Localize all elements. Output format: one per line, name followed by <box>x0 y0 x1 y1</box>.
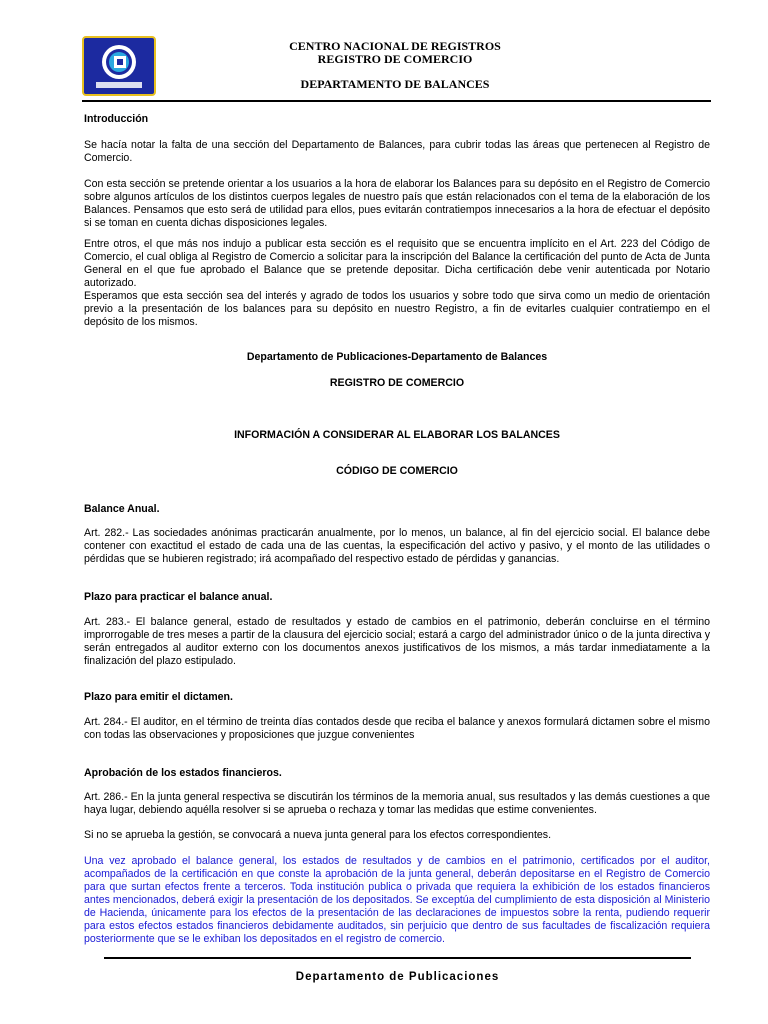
codigo-title: CÓDIGO DE COMERCIO <box>336 465 458 477</box>
intro-paragraph-2: Con esta sección se pretende orientar a los usuarios a la hora de elaborar los Balances para su depósito en el Registro de Comercio sobre algunos artículos de los distintos cuerpos legales de nuestro país que están relacionados con el tema de la elaboración de los Balances. Pensamos que esto será de utilidad para ellos, pues evitarán contratiempos innecesarios a la hora de efectuar el depósito si se toman en cuenta dichas disposiciones legales. <box>84 178 710 229</box>
section-heading-plazo-balance: Plazo para practicar el balance anual. <box>84 591 273 603</box>
header-title: CENTRO NACIONAL DE REGISTROS <box>289 39 501 53</box>
department-title: Departamento de Publicaciones-Departamento de Balances <box>246 351 548 363</box>
section-heading-plazo-dictamen: Plazo para emitir el dictamen. <box>84 691 233 703</box>
intro-heading: Introducción <box>84 113 149 125</box>
footer-text: Departamento de Publicaciones <box>295 971 500 983</box>
article-286: Art. 286.- En la junta general respectiva se discutirán los términos de la memoria anual, sus resultados y las demás cuestiones a que haya lugar, debiendo aquélla resolver si se aprueba o rechaza y tomar las medidas que estime convenientes. <box>84 791 710 816</box>
intro-paragraph-1: Se hacía notar la falta de una sección del Departamento de Balances, para cubrir todas las áreas que pertenecen al Registro de Comercio. <box>84 139 710 164</box>
footer-divider <box>104 957 691 959</box>
cnr-logo <box>82 36 156 96</box>
article-286-blue-paragraph: Una vez aprobado el balance general, los estados de resultados y de cambios en el patrimonio, certificados por el auditor, acompañados de la certificación en que conste la aprobación de la junta general, deberán depositarse en el Registro de Comercio para que surtan efectos frente a terceros. Toda institución publica o privada que requiera la exhibición de los estados financieros antes mencionados, deberá exigir la presentación de los depositados. Se exceptúa del cumplimiento de esta disposición al Ministerio de Hacienda, únicamente para los efectos de la presentación de las declaraciones de impuestos sobre la renta, pudiendo requerir para estos efectos estados financieros debidamente auditados, sin perjuicio que dentro de sus facultades de fiscalización requiera posteriormente que se le exhiban los depositados en el registro de comercio. <box>84 855 710 945</box>
registro-title: REGISTRO DE COMERCIO <box>329 377 465 389</box>
cnr-emblem-icon <box>84 38 154 94</box>
article-283: Art. 283.- El balance general, estado de resultados y estado de cambios en el patrimonio, deberán concluirse en el término improrrogable de tres meses a partir de la clausura del ejercicio social; estará a cargo del administrador único o de la junta directiva y serán entregados al auditor externo con los documentos anexos justificativos de los mismos, a más tardar inmediatamente a la finalización del plazo estipulado. <box>84 616 710 667</box>
article-284: Art. 284.- El auditor, en el término de treinta días contados desde que reciba el balance y anexos formulará dictamen sobre el mismo con todas las observaciones y proposiciones que juzgue convenientes <box>84 716 710 741</box>
section-heading-aprobacion: Aprobación de los estados financieros. <box>84 767 282 779</box>
article-282: Art. 282.- Las sociedades anónimas practicarán anualmente, por lo menos, un balance, al fin del ejercicio social. El balance debe contener con exactitud el estado de cada una de las cuentas, la especificación del activo y pasivo, y el monto de las utilidades o pérdidas que se hubieren registrado; irá acompañado del respectivo estado de pérdidas y ganancias. <box>84 527 710 565</box>
header-subtitle: REGISTRO DE COMERCIO <box>317 52 473 66</box>
intro-paragraph-3: Entre otros, el que más nos indujo a publicar esta sección es el requisito que se encuentra implícito en el Art. 223 del Código de Comercio, el cual obliga al Registro de Comercio a solicitar para la inscripción del Balance la certificación del punto de Acta de Junta General en el que fue aprobado el Balance que se pretende depositar. Dicha certificación debe venir autenticada por Notario autorizado. <box>84 238 710 289</box>
intro-paragraph-4: Esperamos que esta sección sea del interés y agrado de todos los usuarios y sobre todo que sirva como un medio de orientación previo a la presentación de los balances para su depósito en nuestro Registro, a fin de evitarles cualquier contratiempo en el depósito de los mismos. <box>84 290 710 328</box>
section-heading-balance-anual: Balance Anual. <box>84 503 160 515</box>
header-divider <box>82 100 711 102</box>
info-title: INFORMACIÓN A CONSIDERAR AL ELABORAR LOS BALANCES <box>234 429 560 441</box>
article-286-paragraph-2: Si no se aprueba la gestión, se convocará a nueva junta general para los efectos correspondientes. <box>84 829 552 841</box>
header-department: DEPARTAMENTO DE BALANCES <box>300 77 490 91</box>
